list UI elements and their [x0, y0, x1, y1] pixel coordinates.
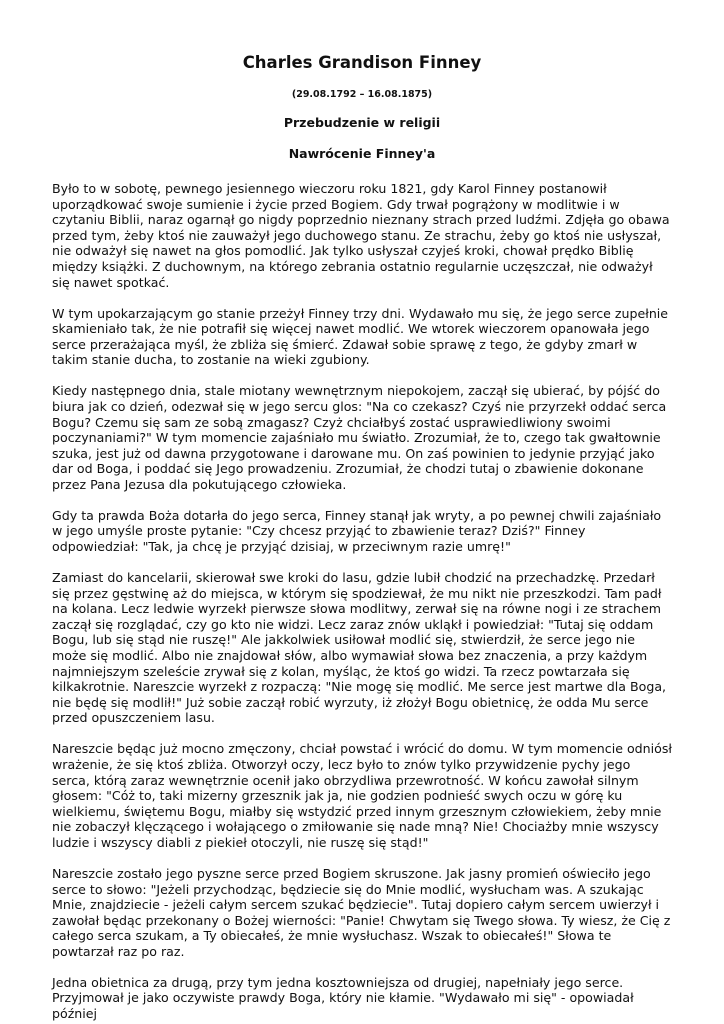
body-text	[52, 181, 672, 1022]
paragraph: Było to w sobotę, pewnego jesiennego wieczoru roku 1821, gdy Karol Finney postanowił uporządkować swoje sumienie i życie przed Bogiem. Gdy trwał pogrążony w modlitwie i w czytaniu Biblii, naraz ogarnął go nigdy poprzednio nieznany strach przed ludźmi. Zdjęła go obawa przed tym, żeby ktoś nie zauważył jego duchowego stanu. Ze strachu, żeby go ktoś nie usłyszał, nie odważył się nawet na głos pomodlić. Jak tylko usłyszał czyjeś kroki, chował prędko Biblię między książki. Z duchownym, na którego zebrania ostatnio regularnie uczęszczał, nie odważył się nawet spotkać.	[52, 181, 670, 290]
paragraph: W tym upokarzającym go stanie przeżył Finney trzy dni. Wydawało mu się, że jego serce zupełnie skamieniało tak, że nie potrafił się więcej nawet modlić. We wtorek wieczorem opanowała jego serce przerażająca myśl, że zbliża się śmierć. Zdawał sobie sprawę z tego, że gdyby zmarł w takim stanie ducha, to zostanie na wieki zgubiony.	[52, 305, 669, 368]
section-title: Przebudzenie w religii	[283, 115, 441, 130]
paragraph: Kiedy następnego dnia, stale miotany wewnętrznym niepokojem, zaczął się ubierać, by pójść do biura jak co dzień, odezwał się w jego sercu glos: "Na co czekasz? Czyś nie przyrzekł oddać serca Bogu? Czemu się sam ze sobą zmagasz? Czyż chciałbyś zostać usprawiedliwiony swoimi poczynaniami?" W tym momencie zajaśniało mu światło. Zrozumiał, że to, czego tak gwałtownie szuka, jest już od dawna przygotowane i darowane mu. On zaś powinien to jedynie przyjąć jako dar od Boga, i poddać się Jego prowadzeniu. Zrozumiał, że chodzi tutaj o zbawienie dokonane przez Pana Jezusa dla pokutującego człowieka.	[52, 383, 667, 492]
paragraph: Zamiast do kancelarii, skierował swe kroki do lasu, gdzie lubił chodzić na przechadzkę. Przedarł się przez gęstwinę aż do miejsca, w którym się spodziewał, że mu nikt nie przeszkodzi. Tam padł na kolana. Lecz ledwie wyrzekł pierwsze słowa modlitwy, zerwał się na równe nogi i ze strachem zaczął się rozglądać, czy go kto nie widzi. Lecz zaraz znów ukląkł i powiedział: "Tutaj się oddam Bogu, lub się stąd nie ruszę!" Ale jakkolwiek usiłował modlić się, stwierdził, że serce jego nie może się modlić. Albo nie znajdował słów, albo wymawiał słowa bez znaczenia, a przy każdym najmniejszym szeleście zrywał się z kolan, myśląc, że ktoś go widzi. Ta rzecz powtarzała się kilkakrotnie. Nareszcie wyrzekł z rozpaczą: "Nie mogę się modlić. Me serce jest martwe dla Boga, nie będę się modlił!" Już sobie zaczął robić wyrzuty, iż złożył Bogu obietnicę, że odda Mu serce przed opuszczeniem lasu.	[52, 570, 667, 726]
paragraph: Gdy ta prawda Boża dotarła do jego serca, Finney stanął jak wryty, a po pewnej chwili zajaśniało w jego umyśle proste pytanie: "Czy chcesz przyjąć to zbawienie teraz? Dziś?" Finney odpowiedział: "Tak, ja chcę je przyjąć dzisiaj, w przeciwnym razie umrę!"	[52, 507, 662, 555]
life-dates: (29.08.1792 – 16.08.1875)	[291, 89, 433, 100]
paragraph: Jedna obietnica za drugą, przy tym jedna kosztowniejsza od drugiej, napełniały jego serce. Przyjmował je jako oczywiste prawdy Boga, który nie kłamie. "Wydawało mi się" - opowiadał później	[52, 974, 634, 1022]
paragraph: Nareszcie będąc już mocno zmęczony, chciał powstać i wrócić do domu. W tym momencie odniósł wrażenie, że się ktoś zbliża. Otworzył oczy, lecz było to znów tylko przywidzenie pychy jego serca, którą zaraz wewnętrznie ocenił jako obrzydliwa przewrotność. W końcu zawołał silnym głosem: "Cóż to, taki mizerny grzesznik jak ja, nie godzien podnieść swych oczu w górę ku wielkiemu, świętemu Bogu, miałby się wstydzić przed innym grzesznym człowiekiem, żeby mnie nie zobaczył klęczącego i wołającego o zmiłowanie się nade mną? Nie! Chociażby mnie wszyscy ludzie i wszyscy diabli z piekieł otoczyli, nie ruszę się stąd!"	[52, 741, 672, 850]
document-title: Charles Grandison Finney	[242, 53, 482, 72]
paragraph: Nareszcie zostało jego pyszne serce przed Bogiem skruszone. Jak jasny promień oświeciło jego serce to słowo: "Jeżeli przychodząc, będziecie się do Mnie modlić, wysłucham was. A szukając Mnie, znajdziecie - jeżeli całym sercem szukać będziecie". Tutaj dopiero całym sercem uwierzył i zawołał będąc przekonany o Bożej wierności: "Panie! Chwytam się Twego słowa. Ty wiesz, że Cię z całego serca szukam, a Ty obiecałeś, że mnie wysłuchasz. Wszak to obiecałeś!" Słowa te powtarzał raz po raz.	[52, 865, 671, 959]
chapter-title: Nawrócenie Finney'a	[288, 146, 436, 161]
